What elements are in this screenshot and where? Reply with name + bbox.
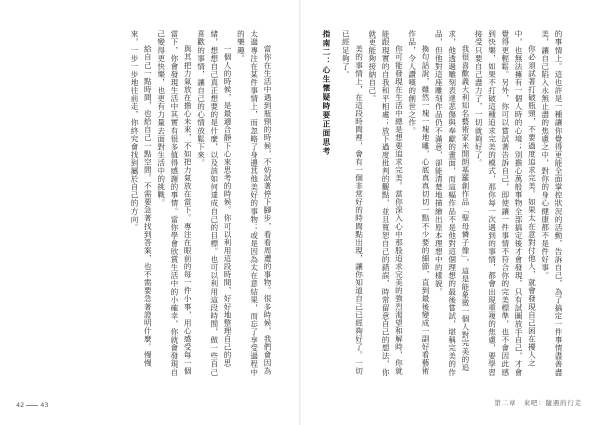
left-paragraph: 與其把力氣放在擔心未來，不如把力氣放在當下。專注在眼前的每一件小事，用心感受每一個當下，你會發現生活中其實有很多值得感謝的事情。當你學會欣賞生活中的小確幸，你就會發現自己變得更快樂，也更有力量去面對生活中的挑戰。 <box>156 30 193 377</box>
right-paragraph: 換句話說，雖然一塊一塊地雕，心底真真切切一點不少要的細節，直到最後變成一副好看藝術作品，令人讚嘆的創世之作。 <box>407 30 431 376</box>
page-number-right: 43 <box>40 401 49 409</box>
right-page <box>301 0 600 425</box>
right-paragraph: 美的事情上，在這段時間裡，會有一個非常好的時間點出現，讓你知道自己已經夠好了。一切已經足夠了。 <box>341 30 364 376</box>
right-paragraph: 你必須試著打破瓶頸，不要過度追求完美。如果太在意對付他人，就會發現自己困在擾人之中，也無法擁有一個人時的心境；別擔心萬般事物全部搞定後才會發現，只有試圖放手自己，才會覺得更輕鬆。另外，你可以嘗試著告訴自己，即使讓一件事情不符合你的完美標準，也不會因此感到快樂，如果不打破這種追求完美的模式，那你每一次遇到的事情，都會出現重複的焦慮，要學習接受只要自己盡力了，一切就夠好了。 <box>474 30 537 377</box>
right-body-text <box>317 30 565 382</box>
right-paragraph: 你可能發現在生活中總是想要追求完美。當你深入心中那股追求完美的強烈渴望和解時，你就能跟現實的自我和平相處；放下過度批判的觀點，並且寬恕自己的錯誤，時常留意自己的想法，你就更能夠接納自己。 <box>367 30 404 377</box>
section-heading: 指南二：心生懷疑時要正面思考 <box>321 30 331 156</box>
right-paragraph: 的事情上。這也許是一種讓你覺得更能全面掌控狀況的活動，告訴自己，為了搞定一件事情盡善盡美，讓自己陷入永無止盡的焦慮之中，對你的身心健康都不是件好事。 <box>540 30 563 377</box>
left-paragraph: 當你在生活中遇到瓶頸的時候，不妨試著停下腳步，看看周遭的事物。很多時候，我們會因為太過專注在某件事情上，而忽略了身邊其他美好的事物；或是因為太在意結果，而忘了享受過程中的樂趣。 <box>236 30 272 377</box>
page-number <box>16 401 49 409</box>
page-number-left: 42 <box>16 401 25 409</box>
folio-divider <box>26 405 38 406</box>
left-paragraph: 一個人的時候，是最適合靜下心來思考的時候。你可以利用這段時間，好好地整理自己的思緒，想想自己真正想要的是什麼，以及該如何達成自己的目標。也可以利用這段時間，做一些自己喜歡的事情，讓自己的心情放鬆下來。 <box>196 30 233 377</box>
running-head: 第二章 來吧：隨遇的行走 <box>494 399 582 407</box>
left-paragraph: 給自己一點時間，也給自己一點空間。不需要急著找到答案，也不需要急著證明什麼。慢慢來，一步一步地往前走，你終究會找到屬於自己的方向。 <box>130 30 153 368</box>
left-body-text <box>22 30 274 382</box>
left-page <box>0 0 299 425</box>
right-paragraph: 我很喜歡義大利知名藝術家米開朗基羅創作品「聖母憐子像」，這是能象徵一個人對完美的追求，他透過雕刻表達悲傷與奉獻的畫面，而這幅作品不是他對這個理想的最後嘗試，堪稱完美的作品，但他對這座雕刻作品仍不滿意，卻能清楚地描繪出原本理想中的樣貌。 <box>434 30 470 377</box>
